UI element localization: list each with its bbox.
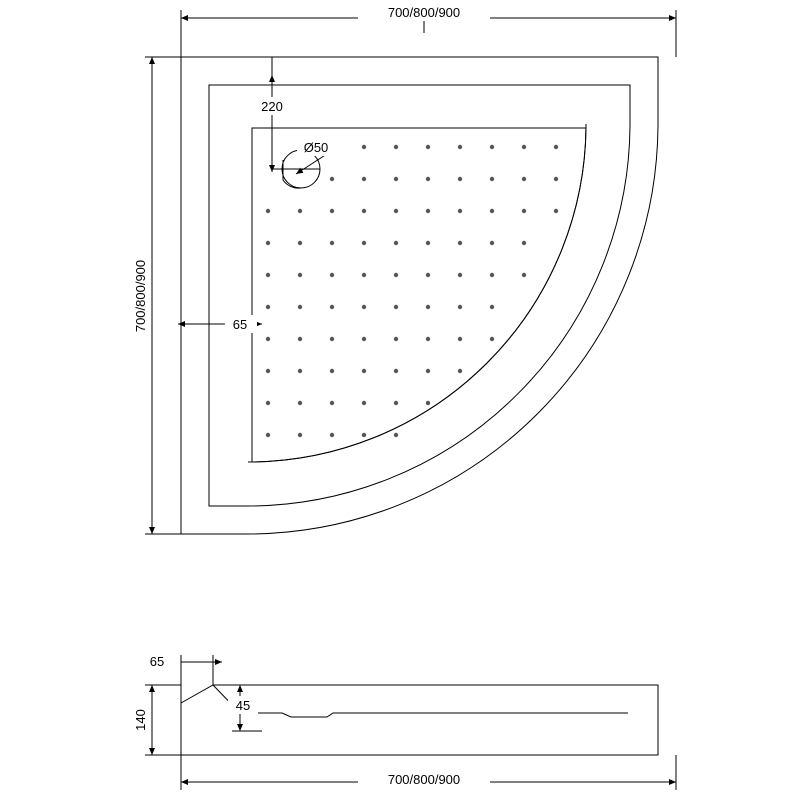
rim-width-label: 65 bbox=[232, 317, 248, 332]
side-height-label: 140 bbox=[133, 709, 148, 731]
side-width-label: 700/800/900 bbox=[387, 772, 461, 787]
side-edge-label: 65 bbox=[149, 654, 165, 669]
side-inner-surface-line bbox=[240, 713, 628, 717]
side-view-dimension-labels bbox=[133, 652, 490, 788]
top-view-group bbox=[145, 10, 676, 534]
drain-connector bbox=[283, 160, 301, 188]
side-view-group bbox=[145, 655, 676, 790]
side-profile-outline bbox=[181, 685, 658, 755]
top-view-dimension-labels bbox=[133, 3, 490, 333]
drain-offset-label: 220 bbox=[261, 99, 283, 114]
side-inner-depth-label: 45 bbox=[235, 698, 251, 713]
drain-diameter-label: Ø50 bbox=[303, 140, 329, 155]
left-height-label: 700/800/900 bbox=[133, 259, 148, 333]
tray-basin-outline bbox=[248, 124, 586, 462]
anti-slip-dots bbox=[266, 145, 558, 437]
top-width-label: 700/800/900 bbox=[387, 5, 461, 20]
tray-basin-inner-edge bbox=[252, 128, 586, 462]
